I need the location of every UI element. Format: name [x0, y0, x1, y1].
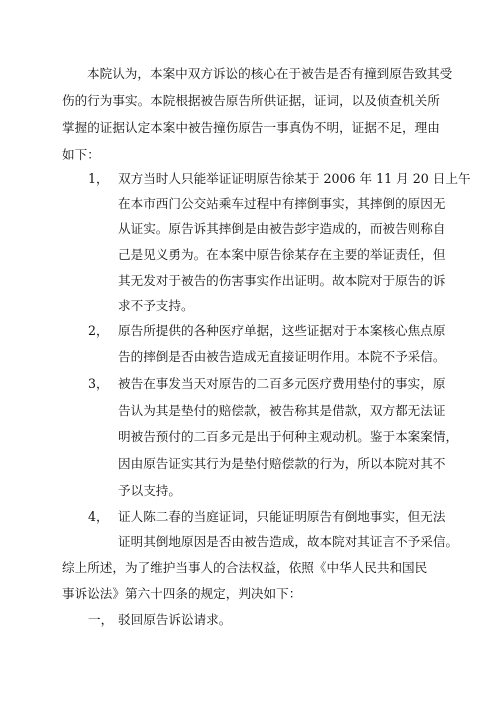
item-line: 证明其倒地原因是否由被告造成，故本院对其证言不予采信。 — [118, 534, 459, 549]
item-line: 求不予支持。 — [118, 298, 194, 313]
judgment-number: 一， — [88, 612, 114, 627]
intro-line: 伤的行为事实。本院根据被告原告所供证据，证词，以及侦查机关所 — [62, 93, 440, 108]
item-line: 告认为其是垫付的赔偿款，被告称其是借款，双方都无法证 — [118, 403, 446, 418]
item-number: 4， — [88, 509, 109, 524]
item-line: 明被告预付的二百多元是出于何种主观动机。鉴于本案案情， — [118, 429, 459, 444]
item-line: 原告所提供的各种医疗单据，这些证据对于本案核心焦点原 — [118, 323, 446, 338]
item-number: 2， — [88, 323, 109, 338]
item-number: 1， — [88, 171, 109, 186]
conclusion-line: 事诉讼法》第六十四条的规定，判决如下： — [62, 586, 302, 601]
conclusion-line: 综上所述，为了维护当事人的合法权益，依照《中华人民共和国民 — [62, 560, 428, 575]
item-line: 从证实。原告诉其摔倒是由被告彭宇造成的，而被告则称自 — [118, 221, 446, 236]
item-line: 双方当时人只能举证证明原告徐某于 2006 年 11 月 20 日上午 — [118, 171, 471, 186]
item-number: 3， — [88, 376, 109, 391]
intro-line: 如下： — [62, 147, 100, 162]
intro-line: 本院认为，本案中双方诉讼的核心在于被告是否有撞到原告致其受 — [87, 66, 453, 81]
item-line: 证人陈二春的当庭证词，只能证明原告有倒地事实，但无法 — [118, 509, 446, 524]
judgment-text: 驳回原告诉讼请求。 — [118, 612, 232, 627]
item-line: 因由原告证实其行为是垫付赔偿款的行为，所以本院对其不 — [118, 456, 446, 471]
intro-line: 掌握的证据认定本案中被告撞伤原告一事真伪不明，证据不足，理由 — [62, 120, 440, 135]
item-line: 告的摔倒是否由被告造成无直接证明作用。本院不予采信。 — [118, 349, 446, 364]
item-line: 被告在事发当天对原告的二百多元医疗费用垫付的事实，原 — [118, 376, 446, 391]
item-line: 予以支持。 — [118, 483, 181, 498]
item-line: 己是见义勇为。在本案中原告徐某存在主要的举证责任，但 — [118, 247, 446, 262]
item-line: 其无发对于被告的伤害事实作出证明。故本院对于原告的诉 — [118, 273, 446, 288]
item-line: 在本市西门公交站乘车过程中有摔倒事实，其摔倒的原因无 — [118, 196, 446, 211]
